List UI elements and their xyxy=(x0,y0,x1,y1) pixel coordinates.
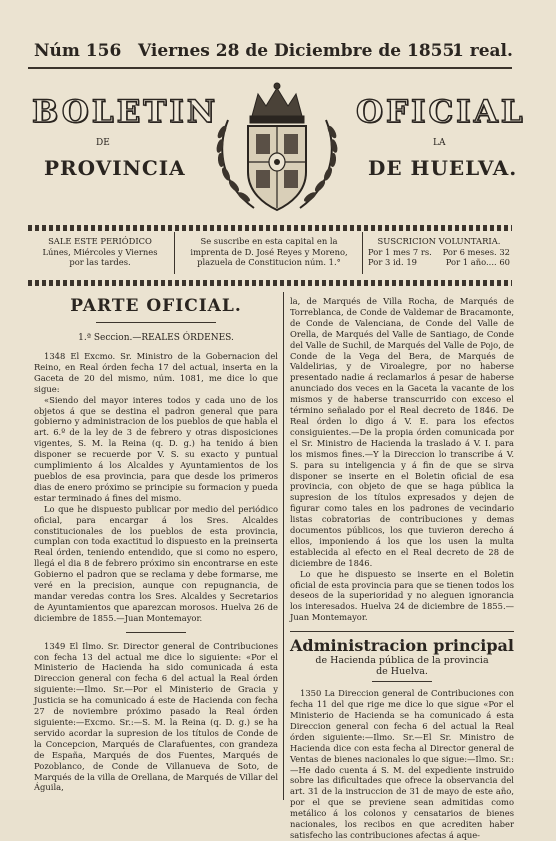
column-divider xyxy=(283,292,284,800)
subscription-line: plazuela de Constitucion núm. 1.° xyxy=(197,257,341,268)
title-provincia: PROVINCIA xyxy=(44,156,186,180)
dashed-border-bottom xyxy=(28,280,512,286)
title-la: LA xyxy=(433,138,446,148)
subscription-line: Se suscribe en esta capital en la xyxy=(200,236,338,246)
section-title: 1.ª Seccion.—REALES ÓRDENES. xyxy=(78,333,234,343)
info-subscription-place xyxy=(182,236,356,268)
section-rule xyxy=(290,631,514,632)
article-1349 xyxy=(34,641,278,794)
periodicity-line: SALE ESTE PERIÓDICO xyxy=(48,236,152,246)
info-prices xyxy=(368,236,510,268)
price-cell: Por 1 mes 7 rs. xyxy=(368,246,432,257)
price-cell: Por 6 meses. 32 xyxy=(442,246,510,257)
issue-line xyxy=(34,41,514,65)
prices-title: SUSCRICION VOLUNTARIA. xyxy=(377,236,501,246)
title-de: DE xyxy=(96,138,110,148)
article-paragraph: Lo que he dispuesto se inserte en el Boletin oficial de esta provincia para que se tienen todos los deseos de la superioridad y no aleguen ignorancia los interesados. Huelva 24 de diciembre de 1855.—Juan Montemayor. xyxy=(290,568,514,623)
article-paragraph: Lo que he dispuesto publicar por medio del periódico oficial, para encargar á los Sres. Alcaldes constitucionales de los pueblos de esta provincia, cumplan con toda exactitud lo dispuesto en la preinserta Real órden, teniendo entendido, que si como no espero, llegá el dia 8 de febrero próximo sin encontrarse en este Gobierno el padron que se reclama y debe formarse, me veré en la precision, aunque con repugnancia, de mandar veredas contra los Sres. Alcaldes y Secretarios de Ayuntamientos que aparezcan morosos. Huelva 26 de diciembre de 1855.—Juan Montemayor. xyxy=(34,503,278,623)
title-boletin: BOLETIN xyxy=(32,94,219,130)
left-column xyxy=(34,296,278,793)
dashed-border-top xyxy=(28,225,512,231)
masthead-rule xyxy=(28,67,512,69)
title-huelva: DE HUELVA. xyxy=(368,156,518,180)
article-paragraph: 1348 El Excmo. Sr. Ministro de la Gobernacion del Reino, en Real órden fecha 17 del actual, inserta en la Gaceta de 20 del mismo, núm. 1081, me dice lo que sigue: xyxy=(34,351,278,394)
periodicity-line: Lúnes, Miércoles y Viernes xyxy=(42,246,158,257)
price-cell: Por 1 año.... 60 xyxy=(445,257,510,268)
price-cell: Por 3 id. 19 xyxy=(368,257,418,268)
article-paragraph: 1349 El Ilmo. Sr. Director general de Contribuciones con fecha 13 del actual me dice lo siguiente: «Por el Ministerio de Hacienda ha sido comunicada á esta Direccion general con fecha 6 del actual la Real órden siguiente:—Ilmo. Sr.—Por el Ministerio de Gracia y Justicia se ha comunicado á este de Hacienda con fecha 27 de noviembre próximo pasado la Real órden siguiente:—Excmo. Sr.:—S. M. la Reina (q. D. g.) se ha servido acordar la supresion de los títulos de Conde de la Concepcion, Marqués de Clarafuentes, con grandeza de España, Marqués de dos Fuentes, Marqués de Pozoblanco, de Conde de Villanueva de Soto, de Marqués de la villa de Orellana, de Marqués de Villar del Águila, xyxy=(34,640,278,793)
heading-rule xyxy=(96,322,216,323)
periodicity-line: por las tardes. xyxy=(69,257,131,268)
info-periodicity xyxy=(34,236,166,268)
info-divider xyxy=(362,232,363,274)
subscription-line: imprenta de D. José Reyes y Moreno, xyxy=(190,246,348,257)
article-1350 xyxy=(290,688,514,841)
issue-date: Viernes 28 de Diciembre de 1855. xyxy=(138,41,461,61)
article-separator xyxy=(372,681,432,682)
article-paragraph: 1350 La Direccion general de Contribuciones con fecha 11 del que rige me dice lo que sigue «Por el Ministerio de Hacienda se ha comunicado á esta Direccion general con fecha 6 del actual la Real órden siguiente:—Ilmo. Sr.—El Sr. Ministro de Hacienda dice con esta fecha al Director general de Ventas de bienes nacionales lo que sigue:—Ilmo. Sr.:—He dado cuenta á S. M. del expediente instruido sobre las dificultades que ofrece la observancia del art. 31 de la instruccion de 31 de mayo de este año, por el que se previene sean admitidas como metálico á los colonos y censatarios de bienes nacionales, los recibos en que acrediten haber satisfecho las contribuciones afectas á aque- xyxy=(290,688,514,840)
article-1349-continued xyxy=(290,296,514,623)
admin-subtitle: de Huelva. xyxy=(376,666,428,678)
issue-price: 1 real. xyxy=(452,41,513,61)
issue-number: Núm 156 xyxy=(34,41,122,61)
admin-title: Administracion principal xyxy=(290,636,514,656)
parte-oficial-heading: PARTE OFICIAL. xyxy=(70,296,242,316)
info-divider xyxy=(174,232,175,274)
article-paragraph: la, de Marqués de Villa Rocha, de Marqués de Torreblanca, de Conde de Valdemar de Bracamonte, de Conde de Valenciana, de Conde del Valle de Orella, de Marqués del Valle de Santiago, de Conde del Valle de Suchil, de Marqués del Valle de Pojo, de Conde de la Vega del Bera, de Marqués de Valdelirias, y de Viroalegre, por no haberse presentado nadie á reclamarlos á pesar de haberse anunciado dos veces en la Gaceta la vacante de los mismos y de haberse transcurrido con exceso el término señalado por el Real decreto de 1846. De Real órden lo digo á V. E. para los efectos consiguientes.—De la propia órden comunicada por el Sr. Ministro de Hacienda la traslado á V. I. para los mismos fines.—Y la Direccion lo transcribe á V. S. para su inteligencia y á fin de que se sirva disponer se inserte en el Boletin oficial de esa provincia, con objeto de que se haga pública la supresion de los títulos expresados y dejen de figurar como tales en los padrones de vecindario listas cobratorias de contribuciones y demas documentos públicos, los que tuvieron derecho á ellos, imponiendo á los que los usen la multa establecida al efecto en el Real decreto de 28 de diciembre de 1846. xyxy=(290,296,514,568)
royal-coat-of-arms-icon xyxy=(206,80,348,218)
article-separator xyxy=(126,632,186,633)
admin-subtitle: de Hacienda pública de la provincia xyxy=(315,655,489,667)
right-column xyxy=(290,296,514,841)
article-paragraph: «Siendo del mayor interes todos y cada uno de los objetos á que se destina el padron general que para gobierno y administracion de los pueblos de que habla el art. 6.º de la ley de 3 de febrero y otras disposiciones vigentes, S. M. la Reina (q. D. g.) ha tenido á bien disponer se recuerde por V. S. su exacto y puntual cumplimiento á los Alcaldes y Ayuntamientos de los pueblos de esa provincia, para que desde los primeros dias de enero próximo se principie su formacion y pueda estar terminado á fines del mismo. xyxy=(34,394,278,503)
title-oficial: OFICIAL xyxy=(356,94,526,130)
article-1348 xyxy=(34,351,278,624)
